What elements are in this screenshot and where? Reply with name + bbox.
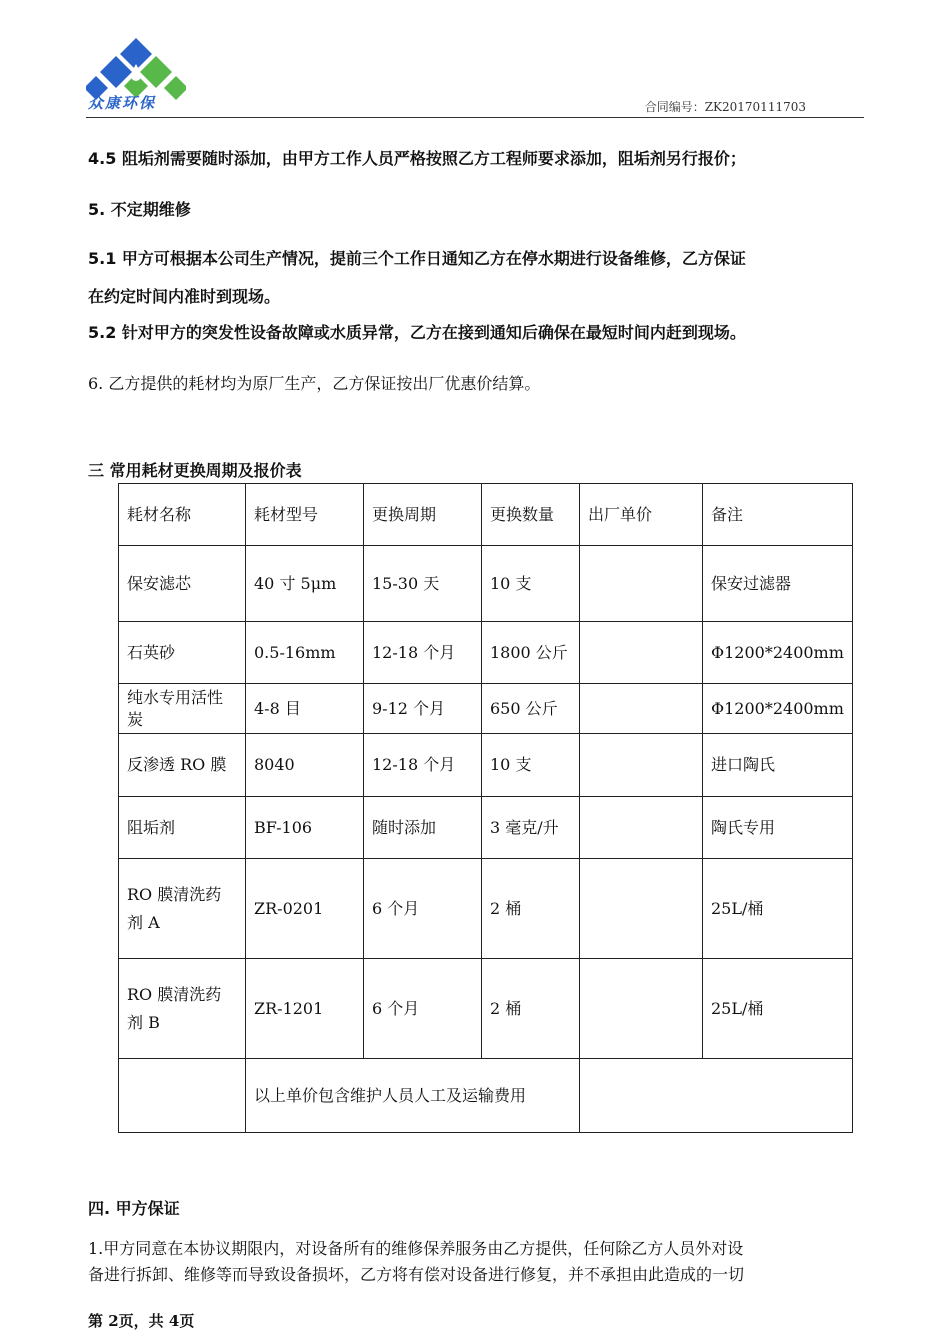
table-cell: 6 个月 bbox=[364, 959, 482, 1059]
table-cell bbox=[580, 797, 703, 859]
table-cell: 反渗透 RO 膜 bbox=[119, 734, 246, 797]
table-header-row bbox=[119, 484, 853, 546]
table-cell: 650 公斤 bbox=[482, 684, 580, 734]
table-cell bbox=[580, 734, 703, 797]
table-cell bbox=[580, 859, 703, 959]
table-cell: 阻垢剂 bbox=[119, 797, 246, 859]
table-note-row bbox=[119, 1059, 853, 1133]
table-row bbox=[119, 859, 853, 959]
table-row bbox=[119, 959, 853, 1059]
table-cell: 9-12 个月 bbox=[364, 684, 482, 734]
table-cell: 10 支 bbox=[482, 734, 580, 797]
section-4-p1-line1: 1.甲方同意在本协议期限内，对设备所有的维修保养服务由乙方提供，任何除乙方人员外对设 bbox=[88, 1239, 744, 1258]
table-row bbox=[119, 734, 853, 797]
table-cell: 1800 公斤 bbox=[482, 622, 580, 684]
table-cell: 0.5-16mm bbox=[246, 622, 364, 684]
table-cell: 12-18 个月 bbox=[364, 622, 482, 684]
section-3-title: 三 常用耗材更换周期及报价表 bbox=[88, 461, 302, 480]
table-cell: 进口陶氏 bbox=[703, 734, 853, 797]
table-cell: ZR-0201 bbox=[246, 859, 364, 959]
table-row bbox=[119, 797, 853, 859]
table-cell: 2 桶 bbox=[482, 959, 580, 1059]
clause-6: 6. 乙方提供的耗材均为原厂生产，乙方保证按出厂优惠价结算。 bbox=[88, 374, 541, 393]
company-name: 众康环保 bbox=[88, 94, 157, 112]
table-cell: 保安过滤器 bbox=[703, 546, 853, 622]
table-cell: ZR-1201 bbox=[246, 959, 364, 1059]
table-header-cell: 更换数量 bbox=[482, 484, 580, 546]
table-header-cell: 出厂单价 bbox=[580, 484, 703, 546]
table-header-cell: 更换周期 bbox=[364, 484, 482, 546]
contract-number: 合同编号：ZK20170111703 bbox=[644, 100, 806, 114]
page-info: 第 2页，共 4页 bbox=[88, 1312, 195, 1330]
table-cell: 保安滤芯 bbox=[119, 546, 246, 622]
clause-5-1-line1: 5.1 甲方可根据本公司生产情况，提前三个工作日通知乙方在停水期进行设备维修，乙方保证 bbox=[88, 249, 746, 268]
table-cell bbox=[580, 1059, 853, 1133]
table-cell: 石英砂 bbox=[119, 622, 246, 684]
table-header-cell: 耗材名称 bbox=[119, 484, 246, 546]
table-cell: 2 桶 bbox=[482, 859, 580, 959]
section-4-p1-line2: 备进行拆卸、维修等而导致设备损坏，乙方将有偿对设备进行修复，并不承担由此造成的一切 bbox=[88, 1265, 745, 1284]
table-cell: RO 膜清洗药剂 B bbox=[119, 959, 246, 1059]
header-divider bbox=[86, 117, 864, 118]
table-cell: 6 个月 bbox=[364, 859, 482, 959]
table-row bbox=[119, 684, 853, 734]
table-cell: 15-30 天 bbox=[364, 546, 482, 622]
table-cell bbox=[580, 622, 703, 684]
table-cell: BF-106 bbox=[246, 797, 364, 859]
table-cell bbox=[119, 1059, 246, 1133]
clause-5-1-line2: 在约定时间内准时到现场。 bbox=[88, 287, 281, 306]
table-cell bbox=[580, 684, 703, 734]
table-cell bbox=[580, 959, 703, 1059]
table-cell: 25L/桶 bbox=[703, 959, 853, 1059]
table-cell: Φ1200*2400mm bbox=[703, 684, 853, 734]
table-cell: 纯水专用活性炭 bbox=[119, 684, 246, 734]
table-cell: 40 寸 5μm bbox=[246, 546, 364, 622]
table-cell: 25L/桶 bbox=[703, 859, 853, 959]
table-cell: 3 毫克/升 bbox=[482, 797, 580, 859]
table-cell: Φ1200*2400mm bbox=[703, 622, 853, 684]
table-cell: 陶氏专用 bbox=[703, 797, 853, 859]
table-row bbox=[119, 622, 853, 684]
table-header-cell: 耗材型号 bbox=[246, 484, 364, 546]
table-cell: 随时添加 bbox=[364, 797, 482, 859]
table-note: 以上单价包含维护人员人工及运输费用 bbox=[246, 1059, 580, 1133]
clause-5-2: 5.2 针对甲方的突发性设备故障或水质异常，乙方在接到通知后确保在最短时间内赶到现场。 bbox=[88, 323, 746, 342]
table-cell: 8040 bbox=[246, 734, 364, 797]
table-row bbox=[119, 546, 853, 622]
table-cell: 12-18 个月 bbox=[364, 734, 482, 797]
section-4-title: 四. 甲方保证 bbox=[88, 1199, 180, 1218]
table-cell: 4-8 目 bbox=[246, 684, 364, 734]
clause-5-title: 5. 不定期维修 bbox=[88, 200, 191, 219]
table-cell: 10 支 bbox=[482, 546, 580, 622]
table-cell: RO 膜清洗药剂 A bbox=[119, 859, 246, 959]
table-cell bbox=[580, 546, 703, 622]
clause-4-5: 4.5 阻垢剂需要随时添加，由甲方工作人员严格按照乙方工程师要求添加，阻垢剂另行报价； bbox=[88, 149, 746, 168]
consumables-table bbox=[118, 483, 853, 1133]
table-header-cell: 备注 bbox=[703, 484, 853, 546]
